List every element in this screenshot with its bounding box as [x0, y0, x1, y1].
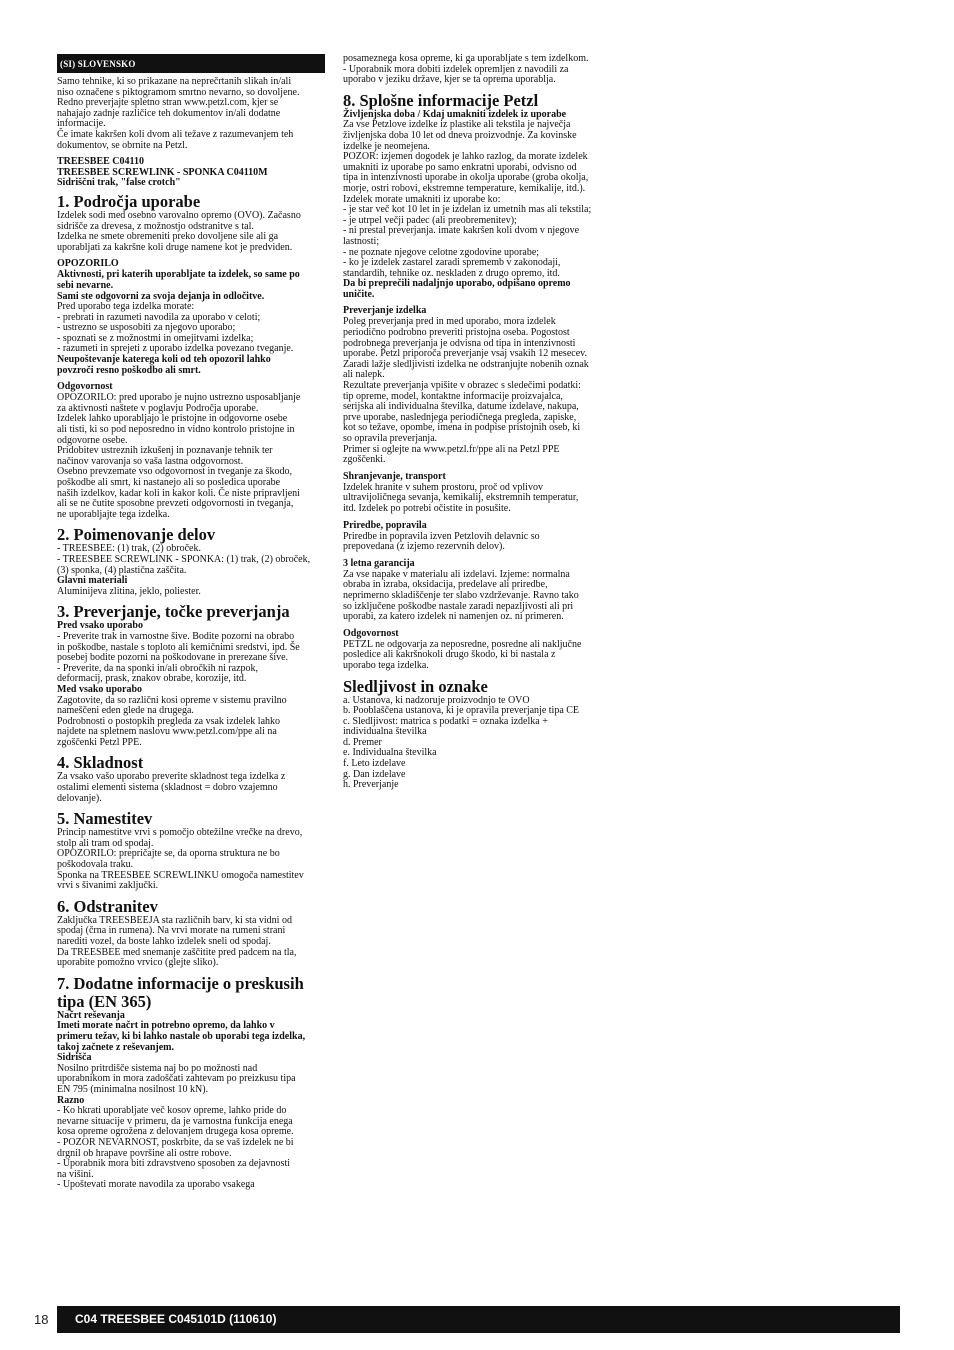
materials-title: Glavni materiali — [57, 575, 128, 587]
storage-title: Shranjevanje, transport — [343, 470, 446, 482]
warning-bold-text-2: Neupoštevanje katerega koli od teh opozoril lahko povzroči resno poškodbo ali smrt. — [57, 354, 271, 376]
petzl-responsibility-text: PETZL ne odgovarja za neposredne, posredne ali naključne posledice ali kakršnokoli drugo škodo, ki bi nastala z uporabo tega izdelka. — [343, 638, 582, 671]
page-number: 18 — [34, 1312, 49, 1327]
language-header: (SI) SLOVENSKO — [57, 54, 325, 73]
lifetime-bold-text: Da bi preprečili nadaljnjo uporabo, odpišano opremo uničite. — [343, 278, 571, 300]
document-reference: C04 TREESBEE C045101D (110610) — [57, 1306, 900, 1333]
responsibility-text: OPOZORILO: pred uporabo je nujno ustrezno usposabljanje za aktivnosti naštete v poglavju Področja uporabe. Izdelek lahko uporabljajo le pristojne in odgovorne osebe ali tisti, ki so pod neposredno in vidno kontrolo pristojne in odgovorne osebe. Pridobitev ustreznih izkušenj in poznavanje tehnik ter načinov varovanja so vaša lastna odgovornost. Osebno prevzemate vso odgovornost in tveganje za škodo, poškodbe ali smrt, ki nastanejo ali so posledica uporabe naših izdelkov, kadar koli in kakor koli. Če niste pripravljeni ali se ne čutite sposobne prevzeti odgovornosti in tveganja, ne uporabljajte tega izdelka. — [57, 392, 301, 520]
warranty-title: 3 letna garancija — [343, 557, 415, 569]
section-5-text: Princip namestitve vrvi s pomočjo obtežilne vrečke na drevo, stolp ali tram od spodaj. OPOZORILO: prepričajte se, da oporna struktura ne bo poškodovala traku. Sponka na TREESBEE SCREWLINKU omogoča namestitev vrvi s šivanimi zaključki. — [57, 827, 304, 892]
section-5-title: 5. Namestitev — [57, 809, 153, 829]
section-6-title: 6. Odstranitev — [57, 896, 158, 916]
section-7-title: 7. Dodatne informacije o preskusih tipa (EN 365) — [57, 973, 304, 1011]
section-4-title: 4. Skladnost — [57, 753, 144, 773]
warning-bold-text: Aktivnosti, pri katerih uporabljate ta izdelek, so same po sebi nevarne. Sami ste odgovorni za svoja dejanja in odločitve. — [57, 269, 300, 302]
before-use-title: Pred vsako uporabo — [57, 620, 143, 632]
anchors-title: Sidrišča — [57, 1052, 92, 1064]
petzl-responsibility-title: Odgovornost — [343, 627, 399, 639]
section-3-title: 3. Preverjanje, točke preverjanja — [57, 602, 290, 622]
during-use-text: Zagotovite, da so različni kosi opreme v sistemu pravilno nameščeni eden glede na drugega. Podrobnosti o postopkih pregleda za vsak izdelek lahko najdete na spletnem naslovu www.petzl.com/ppe ali na zgoščenki Petzl PPE. — [57, 694, 287, 748]
product-check-title: Preverjanje izdelka — [343, 305, 427, 317]
intro-text: Samo tehnike, ki so prikazane na neprečrtanih slikah in/ali niso označene s piktogramom smrtno nevarno, so dovoljene. Redno preverjajte spletno stran www.petzl.com, kjer se nahajajo zadnje različice teh dokumentov in/ali dodatne informacije. Če imate kakršen koli dvom ali težave z razumevanjem teh dokumentov, se obrnite na Petzl. — [57, 76, 300, 151]
misc-title: Razno — [57, 1094, 85, 1106]
warning-title: OPOZORILO — [57, 258, 119, 270]
responsibility-title: Odgovornost — [57, 381, 113, 393]
product-check-text: Poleg preverjanja pred in med uporabo, mora izdelek periodično podrobno preveriti pristojna oseba. Pogostost podrobnega preverjanja je odvisna od tipa in intenzivnosti uporabe. Petzl priporoča preverjanje vsaj vsakih 12 mesecev. Zaradi lažje sledljivisti izdelka ne odstranjujte nobenih oznak ali nalepk. Rezultate preverjanja vpišite v obrazec s sledečimi podatki: tip opreme, model, kontaktne informacije proizvajalca, serijska ali individualna številka, datume izdelave, nakupa, prve uporabe, naslednjega periodičnega pregleda, zapiske, kot so težave, opombe, imena in podpise pristojnih oseb, ki so opravila preverjanja. Primer si oglejte na www.petzl.fr/ppe ali na Petzl PPE zgoščenki. — [343, 316, 589, 466]
misc-text-continued: posameznega kosa opreme, ki ga uporabljate s tem izdelkom. - Uporabnik mora dobiti izdelek opremljen z navodili za uporabo v jeziku države, kjer se ta oprema uporablja. — [343, 53, 589, 86]
rescue-plan-title: Načrt reševanja — [57, 1009, 125, 1021]
lifetime-text: Za vse Petzlove izdelke iz plastike ali tekstila je največja življenjska doba 10 let od dneva proizvodnje. Za kovinske izdelke je neomejena. POZOR: izjemen dogodek je lahko razlog, da morate izdelek umakniti iz uporabe po samo enkratni uporabi, odvisno od tipa in intenzivnosti uporabe in okolja uporabe (groba okolja, morje, ostri robovi, ekstremne temperature, kemikalije, itd.). Izdelek morate umakniti iz uporabe ko: - je star več kot 10 let in je izdelan iz umetnih mas ali tekstila; - je utrpel večji padec (ali preobremenitev); - ni prestal preverjanja. imate kakršen koli dvom v njegove lastnosti; - ne poznate njegove celotne zgodovine uporabe; - ko je izdelek zastarel zaradi sprememb v zakonodaji, standardih, tehnike oz. neskladen z drugo opremo, itd. — [343, 119, 592, 279]
warranty-text: Za vse napake v materialu ali izdelavi. Izjeme: normalna obraba in izraba, oksidacija, predelave ali priredbe, neprimerno skladiščenje ter slabo vzdrževanje. Ravno tako so izključene poškodbe nastale zaradi nepazljivosti ali pri uporabi, za katero izdelek ni namenjen oz. ni primeren. — [343, 568, 579, 623]
section-2-title: 2. Poimenovanje delov — [57, 525, 216, 545]
section-1-title: 1. Področja uporabe — [57, 191, 201, 211]
materials-text: Aluminijeva zlitina, jeklo, poliester. — [57, 585, 201, 597]
rescue-plan-text: Imeti morate načrt in potrebno opremo, da lahko v primeru težav, ki bi lahko nastale ob uporabi tega izdelka, takoj začnete z reševanjem. — [57, 1020, 306, 1053]
traceability-list: a. Ustanova, ki nadzoruje proizvodnjo te OVO b. Pooblaščena ustanova, ki je opravila preverjanje tipa CE c. Sledljivost: matrica s podatki = oznaka izdelka + individualna številka d. Premer e. Individualna številka f. Leto izdelave g. Dan izdelave h. Preverjanje — [343, 694, 580, 791]
storage-text: Izdelek hranite v suhem prostoru, proč od vplivov ultravijoličnega sevanja, kemikalij, ekstremnih temperatur, itd. Izdelek po potrebi očistite in posušite. — [343, 481, 579, 514]
lifetime-title: Življenjska doba / Kdaj umakniti izdelek iz uporabe — [343, 108, 567, 120]
modifications-text: Priredbe in popravila izven Petzlovih delavnic so prepovedana (z izjemo rezervnih delov). — [343, 530, 540, 553]
section-2-text: - TREESBEE: (1) trak, (2) obroček. - TREESBEE SCREWLINK - SPONKA: (1) trak, (2) obroček, (3) sponka, (4) plastična zaščita. — [57, 543, 311, 576]
product-references: TREESBEE C04110 TREESBEE SCREWLINK - SPONKA C04110M Sidriščni trak, "false crotch" — [57, 156, 268, 189]
right-column — [343, 54, 611, 791]
section-8-title: 8. Splošne informacije Petzl — [343, 90, 539, 110]
section-9-title: Sledljivost in oznake — [343, 676, 488, 696]
anchors-text: Nosilno pritrdišče sistema naj bo po možnosti nad uporabnikom in mora zadoščati zahtevam po preizkusu tipa EN 795 (minimalna nosilnost 10 kN). — [57, 1062, 296, 1095]
section-4-text: Za vsako vašo uporabo preverite skladnost tega izdelka z ostalimi elementi sistema (skladnost = dobro vzajemno delovanje). — [57, 771, 286, 804]
section-1-text: Izdelek sodi med osebno varovalno opremo (OVO). Začasno sidrišče za drevesa, z možnostjo odstranitve s tal. Izdelka ne smete obremeniti preko dovoljene sile ali ga uporabljati za kakršne koli druge namene kot je predviden. — [57, 209, 301, 253]
section-6-text: Zaključka TREESBEEJA sta različnih barv, ki sta vidni od spodaj (črna in rumena). Na vrvi morate na rumeni strani narediti vozel, da boste lahko izdelek sneli od spodaj. Da TREESBEE med snemanje zaščitite pred padcem na tla, uporabite pomožno vrvico (glejte sliko). — [57, 914, 297, 969]
modifications-title: Priredbe, popravila — [343, 519, 427, 531]
misc-text: - Ko hkrati uporabljate več kosov opreme, lahko pride do nevarne situacije v primeru, da je varnostna funkcija enega kosa opreme ogrožena z delovanjem drugega kosa opreme. - POZOR NEVARNOST, poskrbite, da se vaš izdelek ne bi drgnil ob hrapave površine ali ostre robove. - Uporabnik mora biti zdravstveno sposoben za dejavnosti na višini. - Upoštevati morate navodila za uporabo vsakega — [57, 1105, 294, 1191]
before-use-text: - Preverite trak in varnostne šive. Bodite pozorni na obrabo in poškodbe, nastale s toploto ali kemičnimi sredstvi, ipd. Še posebej bodite pozorni na poškodovane in prerezane šive. - Preverite, da na sponki in/ali obročkih ni razpok, deformacij, prask, znakov obrabe, korozije, itd. — [57, 630, 300, 685]
left-column — [57, 54, 325, 1191]
warning-text: Pred uporabo tega izdelka morate: - prebrati in razumeti navodila za uporabo v celoti; - ustrezno se usposobiti za njegovo uporabo; - spoznati se z možnostmi in omejitvami izdelka; - razumeti in sprejeti z uporabo izdelka povezano tveganje. — [57, 301, 294, 355]
during-use-title: Med vsako uporabo — [57, 683, 143, 695]
